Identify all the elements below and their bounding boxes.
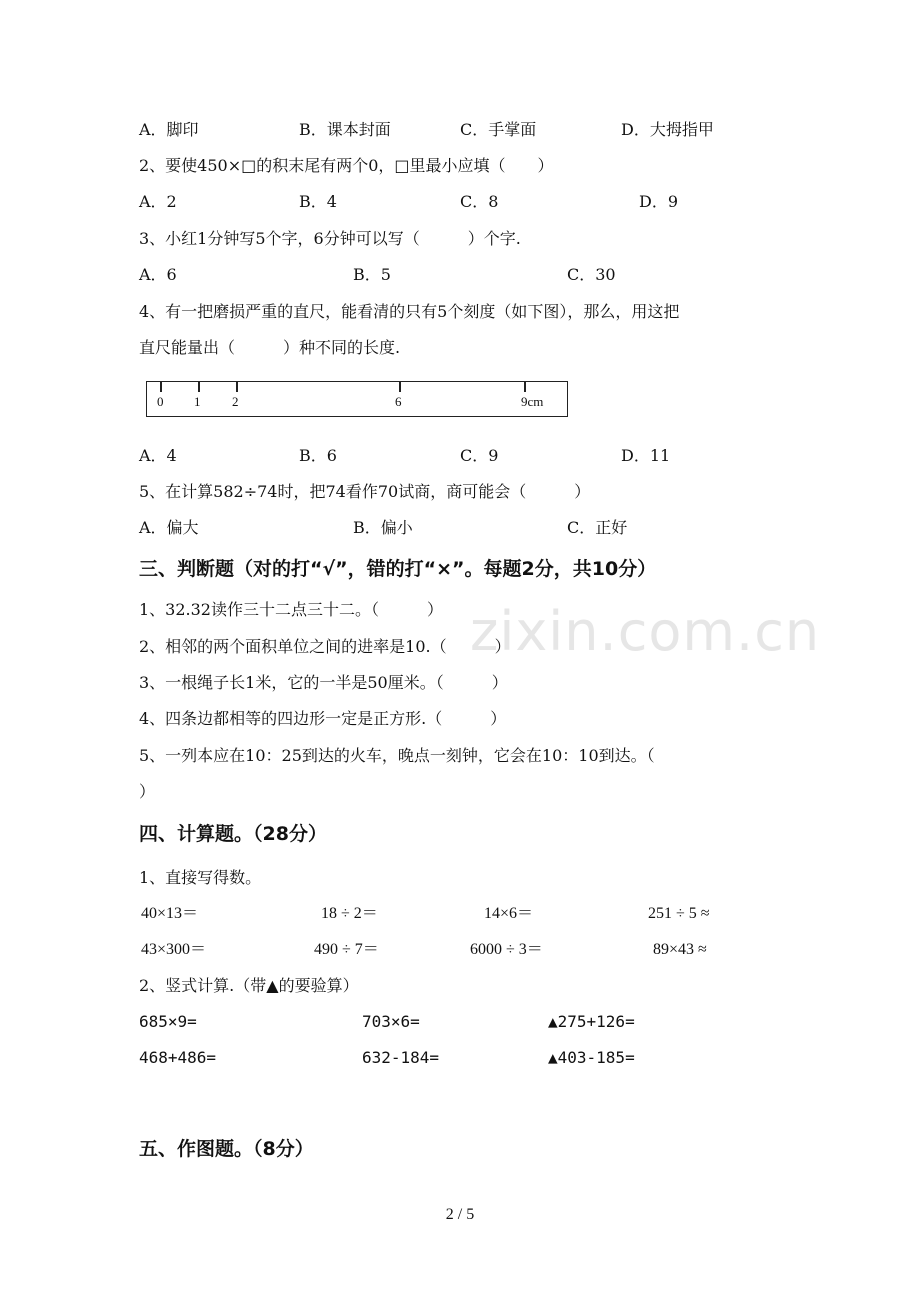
q3-option-b: B．5 [353,265,391,284]
section3-title: 三、判断题（对的打“√”，错的打“×”。每题2分，共10分） [139,558,657,580]
ruler-tick-1 [198,382,200,392]
q5-option-b: B．偏小 [353,518,413,537]
section4-title: 四、计算题。（28分） [139,823,327,845]
ruler-tick-9 [524,382,526,392]
ruler-label-0: 0 [157,394,164,409]
calc-r1-c2: 18 ÷ 2＝ [321,905,378,922]
q1-option-a: A．脚印 [139,120,199,139]
q5-option-a: A．偏大 [139,518,199,537]
vcalc-r2-c2: 632-184= [362,1048,440,1067]
q1-option-c: C．手掌面 [460,120,537,139]
vcalc-r1-c3: ▲275+126= [548,1012,635,1031]
calc-r1-c1: 40×13＝ [141,905,199,922]
q1-option-b: B．课本封面 [299,120,391,139]
calc-r2-c2: 490 ÷ 7＝ [314,941,379,958]
ruler-label-2: 2 [232,394,239,409]
q4-option-c: C．9 [460,446,499,465]
calc-r2-c1: 43×300＝ [141,941,207,958]
ruler-tick-6 [399,382,401,392]
section5-title: 五、作图题。（8分） [139,1138,314,1160]
q2-option-a: A．2 [139,192,177,211]
ruler-tick-2 [236,382,238,392]
ruler-label-6: 6 [395,394,402,409]
ruler-figure [146,381,568,417]
calc-r1-c4: 251 ÷ 5 ≈ [648,905,710,922]
q2-option-d: D．9 [639,192,679,211]
vcalc-r1-c1: 685×9= [139,1012,197,1031]
section4-sub1: 1、直接写得数。 [139,868,262,887]
q3-option-a: A．6 [139,265,177,284]
q4-option-b: B．6 [299,446,337,465]
ruler-label-9cm: 9cm [521,394,544,409]
vcalc-r1-c2: 703×6= [362,1012,420,1031]
q4-option-a: A．4 [139,446,177,465]
q4-option-d: D．11 [621,446,671,465]
q2-text: 2、要使450×□的积末尾有两个0，□里最小应填（ ） [139,156,554,175]
q5-text: 5、在计算582÷74时，把74看作70试商，商可能会（ ） [139,482,591,501]
ruler-label-1: 1 [194,394,201,409]
page-number: 2 / 5 [445,1206,475,1223]
vcalc-r2-c1: 468+486= [139,1048,217,1067]
section3-item-4: 4、四条边都相等的四边形一定是正方形.（ ） [139,709,507,728]
q1-option-d: D．大拇指甲 [621,120,714,139]
q5-option-c: C．正好 [567,518,628,537]
vcalc-r2-c3: ▲403-185= [548,1048,635,1067]
q3-option-c: C．30 [567,265,616,284]
q4-text-line2: 直尺能量出（ ）种不同的长度. [139,338,401,357]
ruler-tick-0 [160,382,162,392]
section3-item-1: 1、32.32读作三十二点三十二。（ ） [139,600,443,619]
q2-option-b: B．4 [299,192,337,211]
section3-item-5-cont: ） [139,782,156,801]
watermark: zixin.com.cn [470,600,821,663]
calc-r1-c3: 14×6＝ [484,905,534,922]
q3-text: 3、小红1分钟写5个字，6分钟可以写（ ）个字. [139,229,521,248]
section3-item-2: 2、相邻的两个面积单位之间的进率是10.（ ） [139,637,511,656]
section4-sub2: 2、竖式计算.（带▲的要验算） [139,976,359,995]
calc-r2-c3: 6000 ÷ 3＝ [470,941,543,958]
q2-option-c: C．8 [460,192,499,211]
q4-text-line1: 4、有一把磨损严重的直尺，能看清的只有5个刻度（如下图），那么，用这把 [139,302,680,321]
section3-item-5: 5、一列本应在10：25到达的火车，晚点一刻钟，它会在10：10到达。（ [139,746,655,765]
section3-item-3: 3、一根绳子长1米，它的一半是50厘米。（ ） [139,673,508,692]
calc-r2-c4: 89×43 ≈ [653,941,707,958]
